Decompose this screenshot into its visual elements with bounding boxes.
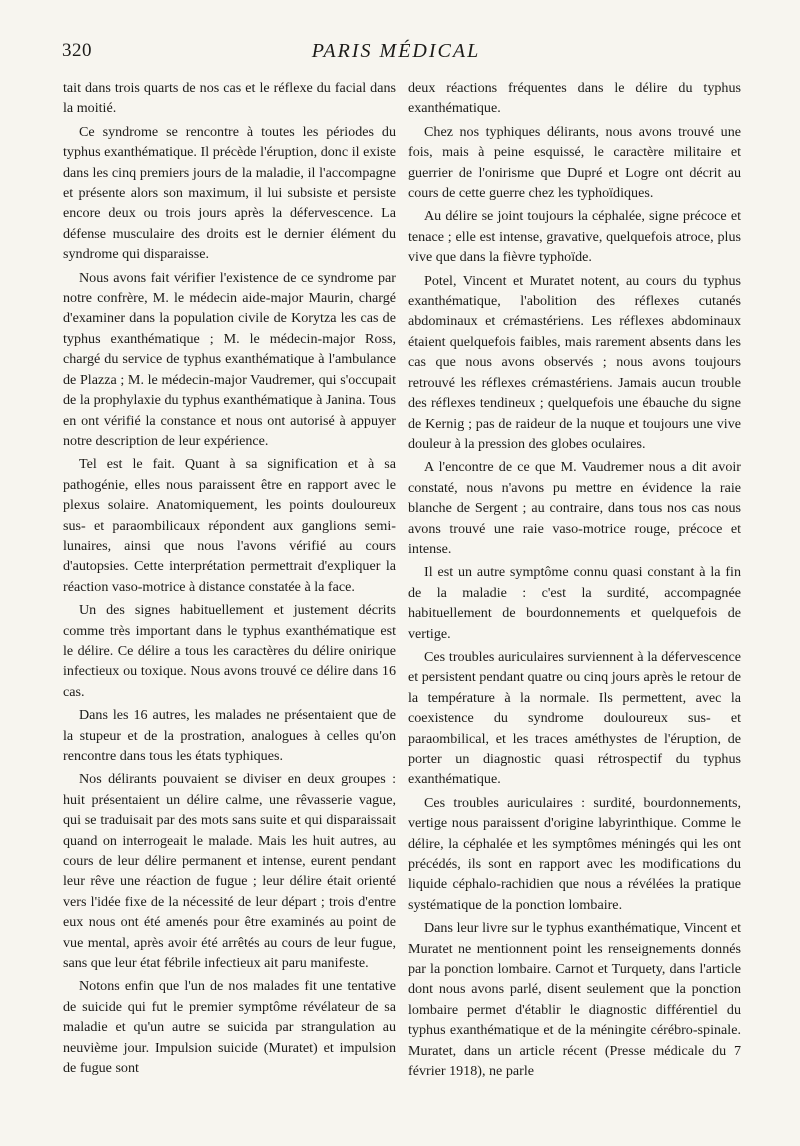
paragraph: Au délire se joint toujours la céphalée, signe précoce et tenace ; elle est intense, gravative, quelquefois atroce, plus vive que dans la fièvre typhoïde. xyxy=(408,208,741,266)
left-column xyxy=(63,78,396,1082)
paragraph: deux réactions fréquentes dans le délire du typhus exanthématique. xyxy=(408,80,741,117)
paragraph: Nous avons fait vérifier l'existence de ce syndrome par notre confrère, M. le médecin aide-major Maurin, chargé d'examiner dans la population civile de Korytza les cas de typhus exanthématique ; M. le médecin-major Ross, chargé du service de typhus exanthématique à l'ambulance de Plazza ; M. le médecin-major Vaudremer, qui s'occupait de la prophylaxie du typhus exanthématique à Janina. Tous en ont vérifié la constance et nous ont autorisé à appuyer notre description de leur expérience. xyxy=(63,269,396,449)
paragraph: Un des signes habituellement et justement décrits comme très important dans le typhus exanthématique est le délire. Ce délire a tous les caractères du délire onirique infectieux ou toxique. Nous avons trouvé ce délire dans 16 cas. xyxy=(63,602,396,700)
paragraph: Tel est le fait. Quant à sa signification et à sa pathogénie, elles nous paraissent être en rapport avec le plexus solaire. Anatomiquement, les points douloureux sus- et paraombilicaux répondent aux ganglions semi-lunaires, ainsi que nous l'avons vérifié au cours d'autopsies. Cette interprétation permettrait d'expliquer la réaction vaso-motrice à distance constatée à la face. xyxy=(63,456,396,595)
running-title: PARIS MÉDICAL xyxy=(311,40,481,62)
paragraph: Nos délirants pouvaient se diviser en deux groupes : huit présentaient un délire calme, une rêvasserie vague, qui se traduisait par des mots sans suite et qui disparaissait quand on interrogeait le malade. Mais les huit autres, au cours de leur délire permanent et intense, eurent pendant leur rêve une réaction de fugue ; leur délire était orienté vers l'idée fixe de la nécessité de leur départ ; trois d'entre eux nous ont été amenés pour être examinés au point de vue mental, après avoir été arrêtés au cours de leur fugue, sans que leur état fébrile infectieux ait paru manifeste. xyxy=(63,771,396,972)
page-number: 320 xyxy=(62,40,92,61)
paragraph: A l'encontre de ce que M. Vaudremer nous a dit avoir constaté, nous n'avons pu mettre en évidence la raie blanche de Sergent ; au contraire, dans tous nos cas nous avons trouvé une raie vaso-motrice rouge, précoce et intense. xyxy=(408,459,741,557)
page-header xyxy=(62,40,730,68)
paragraph: Ce syndrome se rencontre à toutes les périodes du typhus exanthématique. Il précède l'éruption, donc il existe dans les cinq premiers jours de la maladie, il l'accompagne et présente alors son maximum, il lui subsiste et persiste encore deux ou trois jours après la défervescence. La défense musculaire des droits est le dernier élément du syndrome qui disparaisse. xyxy=(63,123,396,263)
paragraph: Dans les 16 autres, les malades ne présentaient que de la stupeur et de la prostration, analogues à celles qu'on rencontre dans tous les états typhiques. xyxy=(63,707,396,764)
paragraph: Ces troubles auriculaires : surdité, bourdonnements, vertige nous paraissent d'origine labyrinthique. Comme le délire, la céphalée et les symptômes méningés qui les ont précédés, ils sont en rapport avec les modifications du liquide céphalo-rachidien que nous a révélées la pratique systématique de la ponction lombaire. xyxy=(408,794,741,913)
paragraph: Potel, Vincent et Muratet notent, au cours du typhus exanthématique, l'abolition des réflexes cutanés abdominaux et crémastériens. Les réflexes abdominaux étaient quelquefois faibles, mais rarement absents dans les cas que nous avons observés ; nous avons toujours retrouvé les réflexes crémastériens. Jamais aucun trouble des réflexes tendineux ; quelquefois une ébauche du signe de Kernig ; pas de raideur de la nuque et toujours une vive douleur à la pression des globes oculaires. xyxy=(408,272,741,452)
right-column xyxy=(408,78,741,1085)
paragraph: Ces troubles auriculaires surviennent à la défervescence et persistent pendant quatre ou cinq jours après le retour de la température à la normale. Ils permettent, avec la coexistence du syndrome douloureux sus- et paraombilical, et les traces améthystes de l'éruption, de porter un diagnostic quasi rétrospectif du typhus exanthématique. xyxy=(408,648,741,788)
paragraph: Il est un autre symptôme connu quasi constant à la fin de la maladie : c'est la surdité, accompagnée habituellement de bourdonnements et quelquefois de vertige. xyxy=(408,564,741,642)
paragraph: Dans leur livre sur le typhus exanthématique, Vincent et Muratet ne mentionnent point les renseignements donnés par la ponction lombaire. Carnot et Turquety, dans l'article dont nous avons parlé, disent seulement que la ponction lombaire permet d'établir le diagnostic différentiel du typhus exanthématique et de la méningite cérébro-spinale. Muratet, dans un article récent (Presse médicale du 7 février 1918), ne parle xyxy=(408,920,741,1080)
paragraph: Notons enfin que l'un de nos malades fit une tentative de suicide qui fut le premier symptôme révélateur de sa maladie et qu'un autre se suicida par strangulation au neuvième jour. Impulsion suicide (Muratet) et impulsion de fugue sont xyxy=(63,978,396,1077)
paragraph: Chez nos typhiques délirants, nous avons trouvé une fois, mais à peine esquissé, le caractère militaire et guerrier de l'onirisme que Dupré et Logre ont décrit au cours de cette guerre chez les typhoïdiques. xyxy=(408,123,741,202)
paragraph: tait dans trois quarts de nos cas et le réflexe du facial dans la moitié. xyxy=(63,80,396,117)
